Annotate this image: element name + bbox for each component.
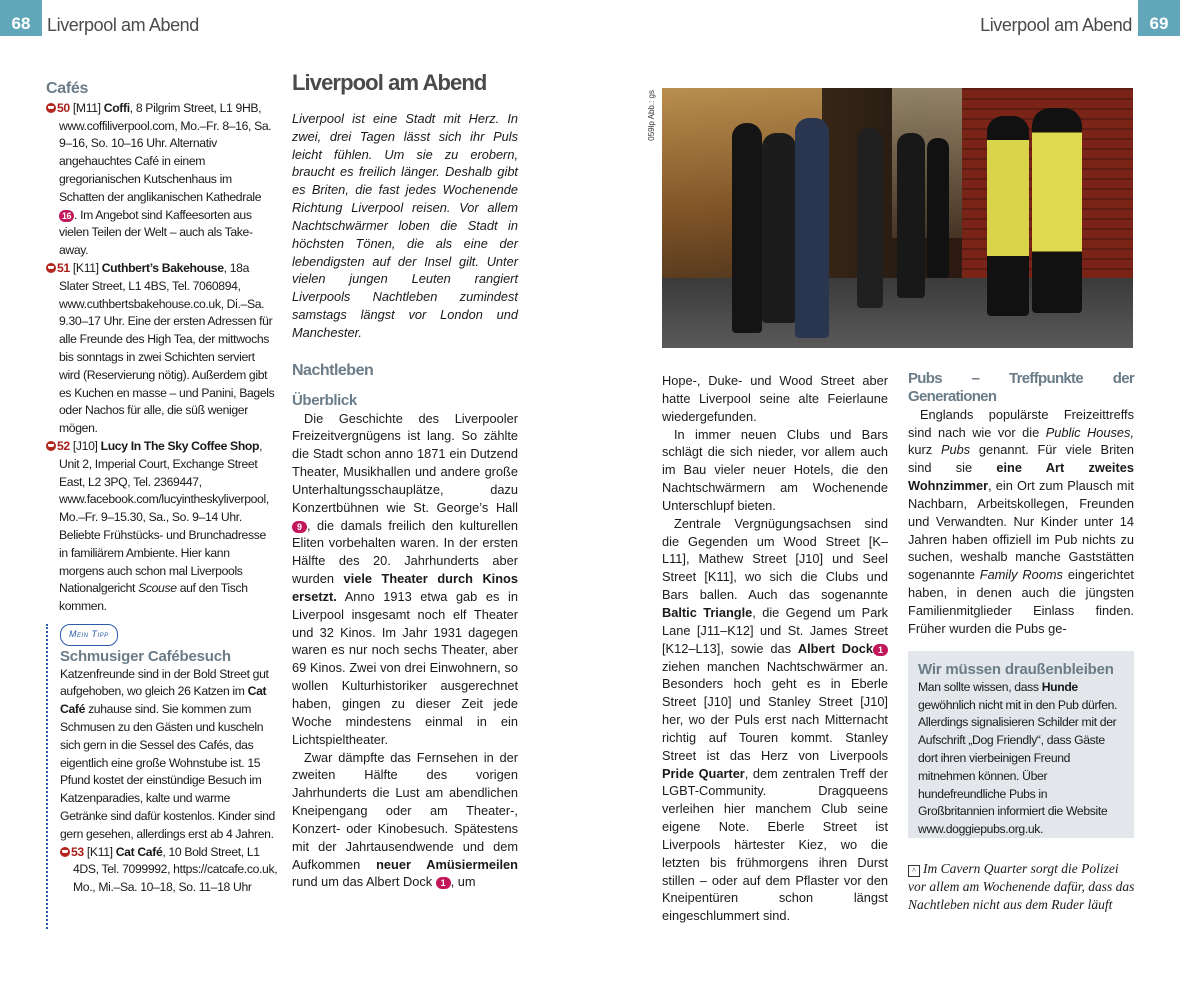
text-run: [M11]	[69, 100, 104, 115]
italic-text: Family Rooms	[979, 567, 1063, 583]
text-run: , um	[450, 874, 476, 890]
text-run: Zwar dämpfte das Fernsehen in der zweiten Hälfte des vorigen Jahrhunderts die Lust am abendlichen Kneipengang oder am Theater-, Konzert- oder Kinobesuch. Spätestens mit der Jahrtausendwende und dem Aufkommen	[292, 749, 518, 872]
intro-text	[292, 110, 518, 342]
pubs-heading: Pubs – Treffpunkte der Generationen	[908, 370, 1134, 405]
sight-marker-icon: 9	[292, 521, 307, 533]
text-run: ziehen manchen Nachtschwärmer an. Besonders hoch geht es in Eberle Street [J10] und Stanley Street [J10] her, wo der Puls erst nach Mitternacht richtig auf Touren kommt. Stanley Street ist das Herz von Liverpools	[662, 658, 888, 763]
bold-text: eine Art zweites Wohnzimmer	[908, 460, 1134, 494]
text-run: , ein Ort zum Plausch mit Nachbarn, Arbeitskollegen, Freunden und Verwandten. Nur Kinder unter 14 Jahren haben offiziell im Pub nichts zu suchen, weshalb manche Gaststätten sogenannte	[908, 478, 1134, 583]
text-run: , die damals freilich den kulturellen Eliten vorbehalten waren. In der ersten Hälfte des 20. Jahrhunderts aber wurden	[292, 517, 518, 587]
italic-text: Pubs	[940, 442, 971, 458]
body-paragraph	[662, 515, 888, 925]
sight-marker-icon: 1	[436, 877, 451, 889]
italic-text: Public Houses,	[1045, 424, 1135, 440]
body-paragraph	[908, 406, 1134, 638]
text-run: , 18a Slater Street, L1 4BS, Tel. 7060894, www.cuthbertsbakehouse.co.uk, Di.–Sa. 9.30–17 Uhr. Eine der ersten Adressen für alle Freunde des High Tea, der mittwochs bis sonntags in zwei Schichten serviert wird (Reservierung nötig). Außerdem gibt es Kuchen en masse – und Panini, Bagels oder Nachos für alle, die süß weniger mögen.	[59, 260, 275, 436]
cafe-entry	[60, 844, 278, 897]
body-paragraph	[662, 426, 888, 515]
info-box-text	[918, 679, 1124, 839]
text-run: Anno 1913 etwa gab es in Liverpool insgesamt noch elf Theater und 32 Kinos. Im Jahr 1931 dagegen waren es nur noch sechs Theater, aber 69 Kinos. Zwei von drei Einwohnern, so wollen Kulturhistoriker ausgerechnet haben, gingen zu dieser Zeit jede Woche mindestens einmal in ein Lichtspieltheater.	[292, 588, 518, 747]
text-run: , 10 Bold Street, L1 4DS, Tel. 7099992, https://catcafe.co.uk, Mo., Mi.–Sa. 10–18, So. 11–18 Uhr	[73, 844, 278, 895]
text-run: . Im Angebot sind Kaffeesorten aus vielen Teilen der Welt – auch als Take-away.	[59, 207, 253, 258]
subsection-heading: Überblick	[292, 391, 357, 409]
body-paragraph	[292, 410, 518, 749]
tip-box	[46, 624, 278, 929]
bold-text: Pride Quarter	[662, 765, 745, 781]
text-run: rund um das Albert Dock	[292, 874, 436, 890]
bold-text: Baltic Triangle	[662, 604, 753, 620]
photo-pointer-icon: ^	[908, 865, 920, 877]
bold-text: Cuthbert’s Bakehouse	[101, 260, 224, 275]
bold-text: Cat Café	[60, 684, 267, 717]
cafe-icon	[46, 263, 56, 273]
bold-text: Coffi	[103, 100, 130, 115]
text-run: Hope-, Duke- und Wood Street aber hatte Liverpool seine alte Feierlaune wiedergefunden.	[662, 373, 888, 424]
page-title: Liverpool am Abend	[292, 70, 487, 95]
text-run: Man sollte wissen, dass	[918, 679, 1042, 694]
text-run: Liverpool ist eine Stadt mit Herz. In zwei, drei Tagen lässt sich ihr Puls leicht fühlen. Um sie zu erobern, braucht es freilich länger. Deshalb gibt es Briten, die fast jedes Wochenende Richtung Liverpool reisen. Vor allem Nachtschwärmer loben die Stadt in höchsten Tönen, die als eine der lebendigsten auf der Insel gilt. Unter vielen jungen Leuten rangiert Liverpools Nachtleben zumindest samstags längst vor London und Manchester.	[292, 110, 518, 340]
cafe-entry	[46, 100, 276, 260]
photo-caption	[908, 860, 1138, 914]
bold-text: viele Theater durch Kinos ersetzt.	[292, 571, 518, 604]
bold-text: neuer Amüsiermeilen	[376, 856, 518, 872]
bold-text: Cat Café	[115, 844, 163, 859]
cafe-icon	[60, 847, 70, 857]
section-heading: Nachtleben	[292, 361, 374, 379]
text-run: [K11]	[83, 844, 116, 859]
tip-text	[60, 666, 278, 844]
sight-marker-icon: 16	[59, 210, 74, 222]
main-column-2	[662, 372, 888, 925]
info-box-heading: Wir müssen draußenbleiben	[918, 661, 1114, 678]
entry-number: 52	[57, 438, 70, 453]
bold-text: Albert Dock	[797, 640, 873, 656]
text-run: , 8 Pilgrim Street, L1 9HB, www.coffiliverpool.com, Mo.–Fr. 8–16, Sa. 9–16, So. 10–16 Uhr. Alternativ angehauchtes Café in einem gregorianischen Kutschenhaus im Schatten der anglikanischen Kathedrale	[59, 100, 272, 204]
text-run: , Unit 2, Imperial Court, Exchange Street East, L2 3PQ, Tel. 2369447, www.facebook.com/lucyintheskyliverpool, Mo.–Fr. 9–15.30, Sa., So. 9–14 Uhr. Beliebte Frühstücks- und Brunchadresse in familiärem Ambiente. Hier kann morgens auch schon mal Liverpools Nationalgericht	[59, 438, 269, 596]
page-number-left: 68	[0, 0, 42, 36]
body-paragraph	[292, 749, 518, 892]
caption-text: Im Cavern Quarter sorgt die Polizei vor allem am Wochenende dafür, dass das Nachtleben nicht aus dem Ruder läuft	[908, 861, 1135, 912]
text-run: In immer neuen Clubs und Bars schlägt die sich nieder, vor allem auch im Bau vieler neuer Hotels, die den Nachtschwärmern am Wochenende Unterschlupf bieten.	[662, 426, 888, 513]
text-run: auf den Tisch kommen.	[59, 581, 248, 614]
text-run: genannt. Für viele Briten sind sie	[908, 442, 1134, 476]
text-run: zuhause sind. Sie kommen zum Schmusen zu den Gästen und kuscheln sich gern in die Sessel des Cafés, das eigentlich eine große Wohnstube ist. 15 Pfund kostet der einstündige Besuch im Katzenparadies, kalte und warme Getränke sind dafür kostenlos. Kinder sind gern gesehen, allerdings erst ab 4 Jahren.	[60, 702, 275, 841]
text-run: Zentrale Vergnügungsachsen sind die Gegenden um Wood Street [K–L11], Mathew Street [J10] und Seel Street [K11], wo sich die Clubs und Bars ballen. Auch das sogenannte	[662, 515, 888, 603]
italic-text: Scouse	[138, 581, 177, 596]
text-run: Englands populärste Freizeittreffs sind nach wie vor die	[908, 406, 1134, 440]
body-paragraph	[662, 372, 888, 426]
cafe-entry	[46, 438, 276, 616]
photo-credit: 059lp Abb.: gs	[647, 90, 656, 141]
sight-marker-icon: 1	[873, 644, 888, 656]
page-number-right: 69	[1138, 0, 1180, 36]
text-run: Die Geschichte des Liverpooler Freizeitvergnügens ist lang. So zählte die Stadt schon anno 1871 ein Dutzend Theater, Musikhallen und andere große Unterhaltungsschauplätze, dazu Konzertbühnen wie St. George’s Hall	[292, 410, 518, 515]
cafe-icon	[46, 103, 56, 113]
bold-text: Hunde	[1041, 679, 1078, 694]
text-run: , die Gegend um Park Lane [J11–K12] und St. James Street [K12–L13], sowie das	[662, 604, 888, 656]
running-header-left: Liverpool am Abend	[47, 15, 199, 35]
tip-heading: Schmusiger Cafébesuch	[60, 647, 231, 665]
text-run: [J10]	[69, 438, 101, 453]
main-column-3	[908, 370, 1134, 638]
entry-number: 53	[71, 844, 84, 859]
cafes-heading: Cafés	[46, 80, 89, 97]
running-header-right: Liverpool am Abend	[980, 15, 1132, 35]
text-run: eingerichtet haben, in denen auch die jüngsten Familienmitglieder Einlass finden. Früher wurden die Pubs ge-	[908, 567, 1134, 636]
cafe-entry	[46, 260, 276, 438]
text-run: , dem zentralen Treff der LGBT-Community. Dragqueens verleihen hier manchem Club seine eigene Note. Eberle Street ist Liverpools härtester Kiez, wo die letzten bis frühmorgens ihren Durst stillen – oder auf dem Pflaster vor den Kneipentüren schon längst eingeschlummert sind.	[662, 765, 888, 924]
nightlife-photo	[662, 88, 1133, 348]
info-box	[908, 651, 1134, 838]
cafe-icon	[46, 441, 56, 451]
mein-tipp-badge: Mein Tipp	[60, 624, 118, 646]
entry-number: 51	[57, 260, 70, 275]
text-run: Katzenfreunde sind in der Bold Street gut aufgehoben, wo gleich 26 Katzen im	[60, 666, 269, 699]
main-column-1	[292, 70, 518, 891]
text-run: gewöhnlich nicht mit in den Pub dürfen. Allerdings signalisieren Schilder mit der Aufschrift „Dog Friendly“, dass Gäste dort ihren vierbeinigen Freund mitnehmen können. Über hundefreundliche Pubs in Großbritannien informiert die Website www.doggiepubs.org.uk.	[918, 697, 1118, 837]
entry-number: 50	[57, 100, 70, 115]
bold-text: Lucy In The Sky Coffee Shop	[100, 438, 260, 453]
text-run: kurz	[908, 442, 941, 458]
text-run: [K11]	[69, 260, 102, 275]
cafes-column	[46, 80, 276, 616]
